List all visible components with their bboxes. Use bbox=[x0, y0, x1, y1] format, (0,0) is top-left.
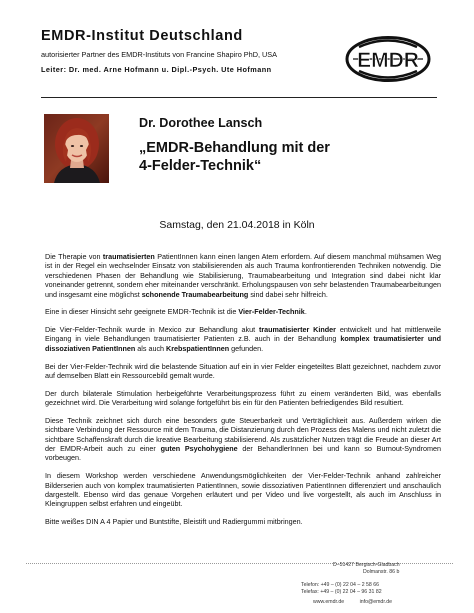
header-divider bbox=[41, 97, 437, 98]
paragraph-intro: Die Therapie von traumatisierten PatientInnen kann einen langen Atem erfordern. Auf diesem manchmal mühsamen Weg ist in der Regel ein wechselnder Einsatz von stabilisierenden als auch Trauma konfrontierenden Techniken notwendig. Die verschiedenen Phasen der Behandlung wie Stabilisierung, Traumabearbeitung und Integration sind dabei nicht klar voneinander getrennt, sondern eher miteinander verschränkt. Erholungspausen von sehr belastenden Traumabearbeitungen und insgesamt eine möglichst schonende Traumabearbeitung sind dabei sehr hilfreich. bbox=[45, 252, 441, 299]
paragraph-materials: Bitte weißes DIN A 4 Papier und Buntstifte, Bleistift und Radiergummi mitbringen. bbox=[45, 517, 303, 527]
organization-subtitle: autorisierter Partner des EMDR-Instituts von Francine Shapiro PhD, USA bbox=[41, 50, 278, 59]
footer-address-city: D–51427 Bergisch-Gladbach bbox=[333, 562, 400, 568]
organization-leadership: Leiter: Dr. med. Arne Hofmann u. Dipl.-Psych. Ute Hofmann bbox=[41, 65, 272, 74]
paragraph-workshop: In diesem Workshop werden verschiedene Anwendungsmöglichkeiten der Vier-Felder-Technik anhand zahlreicher Bilderserien auch von komplex traumatisierten PatientInnen, sowie dissoziativen PatientInnen differenziert und anschaulich dargestellt. Ebenso wird das genaue Vorgehen erläutert und per Video und live vorgestellt, als auch im Anschluss in Kleingruppen selbst erfahren und eingeübt. bbox=[45, 471, 441, 509]
paragraph-benefits: Diese Technik zeichnet sich durch eine besonders gute Steuerbarkeit und Verträglichkeit aus. Außerdem wirken die sichtbare Verbindung der Ressource mit dem Trauma, die Distanzierung durch den Prozess des Malens und nicht zuletzt die sichtbare Schaffenskraft durch die kreative Bearbeitung stabilisierend. Als zusätzlicher Nutzen trägt die Freude an dieser Art der EMDR-Arbeit auch zu einer guten Psychohygiene der BehandlerInnen bei und kann so Burnout-Syndromen vorbeugen. bbox=[45, 415, 441, 463]
emphasis-schonende-traumabearbeitung: schonende Traumabearbeitung bbox=[141, 289, 249, 299]
organization-name: EMDR-Institut Deutschland bbox=[41, 28, 243, 44]
paragraph-technique: Eine in dieser Hinsicht sehr geeignete EMDR-Technik ist die Vier-Felder-Technik. bbox=[45, 307, 307, 317]
emphasis-vier-felder-technik: Vier-Felder-Technik bbox=[238, 307, 305, 317]
event-title-line2: 4-Felder-Technik“ bbox=[139, 158, 262, 174]
speaker-name: Dr. Dorothee Lansch bbox=[139, 116, 263, 130]
footer-web-row bbox=[301, 599, 441, 606]
paragraph-method: Bei der Vier-Felder-Technik wird die belastende Situation auf ein in vier Felder eingeteiltes Blatt gezeichnet, nachdem zuvor auf demselben Blatt ein Ressourcebild gemalt wurde. bbox=[45, 361, 441, 380]
paragraph-origin: Die Vier-Felder-Technik wurde in Mexico zur Behandlung akut traumatisierter Kinder entwickelt und hat mittlerweile Eingang in viele Behandlungen traumatisierter Patienten z.B. auch in der Behandlung komplex traumatisierter und dissoziativen PatientInnen als auch KrebspatientInnen gefunden. bbox=[45, 325, 441, 353]
emphasis-komplex-traumatisierter: komplex traumatisierter und dissoziativen PatientInnen bbox=[45, 334, 441, 353]
emphasis-traumatisierter-kinder: traumatisierter Kinder bbox=[258, 325, 336, 335]
footer-email-link[interactable]: info@emdr.de bbox=[359, 599, 392, 606]
emphasis-psychohygiene: guten Psychohygiene bbox=[160, 443, 238, 453]
event-title bbox=[139, 139, 330, 175]
footer-contact bbox=[301, 562, 441, 606]
paragraph-process: Der durch bilaterale Stimulation herbeigeführte Verarbeitungsprozess führt zu einem veränderten Bild, was ebenfalls gezeichnet wird. Die Verarbeitung wird solange fortgeführt bis ein für den Patienten befriedigendes Bild resultiert. bbox=[45, 388, 441, 408]
description-body bbox=[45, 252, 441, 535]
event-title-line1: „EMDR-Behandlung mit der bbox=[139, 140, 330, 156]
emphasis-traumatisierten: traumatisierten bbox=[102, 252, 155, 261]
logo-text: EMDR bbox=[357, 49, 419, 72]
emdr-logo bbox=[345, 36, 431, 82]
footer-website-link[interactable]: www.emdr.de bbox=[313, 599, 345, 606]
letterhead bbox=[41, 28, 341, 74]
emphasis-krebspatientinnen: KrebspatientInnen bbox=[166, 343, 230, 353]
footer-fax: Telefax: +49 – (0) 22 04 – 96 31 82 bbox=[301, 588, 382, 595]
footer-address-street: Dolmanstr. 86 b bbox=[363, 568, 400, 575]
speaker-photo bbox=[44, 114, 109, 183]
event-date: Samstag, den 21.04.2018 in Köln bbox=[159, 219, 315, 231]
footer-phone: Telefon: +49 – (0) 22 04 – 2 58 66 bbox=[301, 582, 380, 589]
